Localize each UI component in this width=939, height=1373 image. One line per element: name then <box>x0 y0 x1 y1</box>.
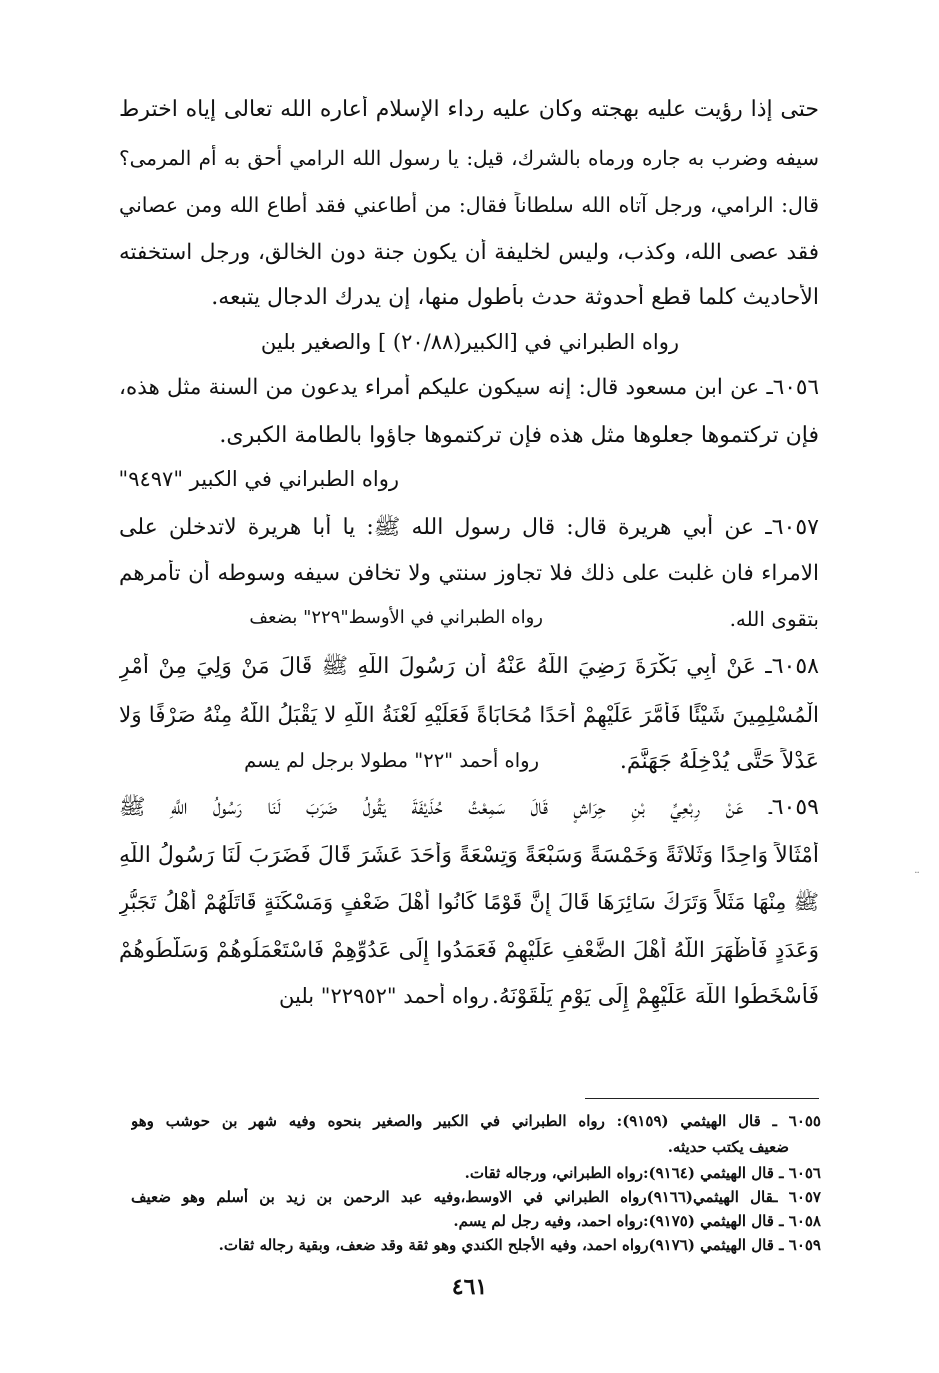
text-line: الأحاديث كلما قطع أحدوثة حدث بأطول منها، إن يدرك الدجال يتبعه. <box>211 285 819 310</box>
scan-mark: ¨ <box>914 870 920 884</box>
text-line: سيفه وضرب به جاره ورماه بالشرك، قيل: يا رسول الله الرامي أحق به أم المرمى؟ <box>119 146 819 170</box>
page-number: ٤٦١ <box>451 1274 488 1300</box>
footnote-line: ٦٠٥٥ ـ قال الهيثمي (٩١٥٩): رواه الطبراني في الكبير والصغير بنحوه وفيه شهر بن حوشب وهو <box>131 1112 821 1130</box>
footnote-line: ٦٠٥٨ ـ قال الهيثمي (٩١٧٥):رواه احمد، وفيه رجل لم يسم. <box>453 1212 821 1230</box>
hadith-line: عَدْلاً حَتَّى يُدْخِلَهُ جَهَنَّمَ. <box>619 749 819 774</box>
footnote-separator <box>585 1098 819 1099</box>
text-line: حتى إذا رؤيت عليه بهجته وكان عليه رداء الإسلام أعاره الله تعالى إياه اخترط <box>119 97 819 122</box>
hadith-line: ﷺ مِنْهَا مَثَلاً وَتَرَكَ سَائِرَهَا قَالَ إِنَّ قَوْمًا كَانُوا أَهْلَ ضَعْفٍ وَمَسْكَنَةٍ قَاتَلَهُمْ أَهْلُ تَجَبُّرٍ <box>119 890 819 914</box>
footnote-line: ضعيف يكتب حديثه. <box>667 1138 789 1156</box>
source-citation: رواه الطبراني في الكبير "٩٤٩٧" <box>119 467 399 491</box>
hadith-line: ٦٠٥٩ـ عَنْ رِبْعِيِّ بْنِ حِرَاشٍ قَالَ سَمِعْتُ حُذَيْفَةَ يَقُولُ ضَرَبَ لَنَا رَسُولُ اللَّهِ ﷺ <box>119 795 819 820</box>
source-citation: رواه الطبراني في الأوسط"٢٢٩" بضعف <box>249 607 543 628</box>
hadith-line: بتقوى الله. <box>729 607 819 631</box>
footnote-line: ٦٠٥٦ ـ قال الهيثمي (٩١٦٤):رواه الطبراني، ورجاله ثقات. <box>464 1164 821 1182</box>
hadith-line: فإن تركتموها جعلوها مثل هذه فإن تركتموها جاؤوا بالطامة الكبرى. <box>219 423 819 448</box>
hadith-line: ٦٠٥٦ـ عن ابن مسعود قال: إنه سيكون عليكم أمراء يدعون من السنة مثل هذه، <box>119 375 819 400</box>
hadith-line: فَأَسْخَطُوا اللَّهَ عَلَيْهِمْ إِلَى يَوْمِ يَلْقَوْنَهُ. <box>491 984 819 1009</box>
hadith-line: أَمْثَالاً وَاحِدًا وَثَلاثَةً وَخَمْسَةً وَسَبْعَةً وَتِسْعَةً وَأَحَدَ عَشَرَ قَالَ فَضَرَبَ لَنَا رَسُولُ اللَّهِ <box>119 843 819 868</box>
text-line: فقد عصى الله، وكذب، وليس لخليفة أن يكون جنة دون الخالق، ورجل استخفته <box>119 240 819 265</box>
source-citation: رواه أحمد "٢٢٩٥٢" بلين <box>279 984 489 1008</box>
hadith-line: الامراء فان غلبت على ذلك فلا تجاوز سنتي ولا تخافن سيفه وسوطه أن تأمرهم <box>119 561 819 586</box>
hadith-line: ٦٠٥٧ـ عن أبي هريرة قال: قال رسول الله ﷺ: يا أبا هريرة لاتدخلن على <box>119 515 819 540</box>
text-line: قال: الرامي، ورجل آتاه الله سلطاناً فقال: من أطاعني فقد أطاع الله ومن عصاني <box>119 193 819 217</box>
footnote-line: ٦٠٥٧ ـقال الهيثمي(٩١٦٦)رواه الطبراني في الاوسط،وفيه عبد الرحمن بن زيد بن أسلم وهو ضعيف <box>131 1188 821 1206</box>
source-citation: رواه الطبراني في [الكبير(٢٠/٨٨) ] والصغير بلين <box>260 330 679 354</box>
source-citation: رواه أحمد "٢٢" مطولا برجل لم يسم <box>244 749 539 772</box>
hadith-line: ٦٠٥٨ـ عَنْ أَبِي بَكْرَةَ رَضِيَ اللَّهُ عَنْهُ أن رَسُولَ اللَّهِ ﷺ قَالَ مَنْ وَلِيَ مِنْ أَمْرِ <box>119 654 819 679</box>
hadith-line: الْمُسْلِمِينَ شَيْئًا فَأَمَّرَ عَلَيْهِمْ أَحَدًا مُحَابَاةً فَعَلَيْهِ لَعْنَةُ اللَّهِ لا يَقْبَلُ اللَّهُ مِنْهُ صَرْفًا وَلا <box>119 703 819 728</box>
footnote-line: ٦٠٥٩ ـ قال الهيثمي (٩١٧٦)رواه احمد، وفيه الأجلح الكندي وهو ثقة وقد ضعف، وبقية رجاله ثقات. <box>218 1236 821 1254</box>
hadith-line: وَعَدَدٍ فَأَظْهَرَ اللَّهُ أَهْلَ الضَّعْفِ عَلَيْهِمْ فَعَمَدُوا إِلَى عَدُوِّهِمْ فَاسْتَعْمَلُوهُمْ وَسَلَّطُوهُمْ <box>119 938 819 963</box>
